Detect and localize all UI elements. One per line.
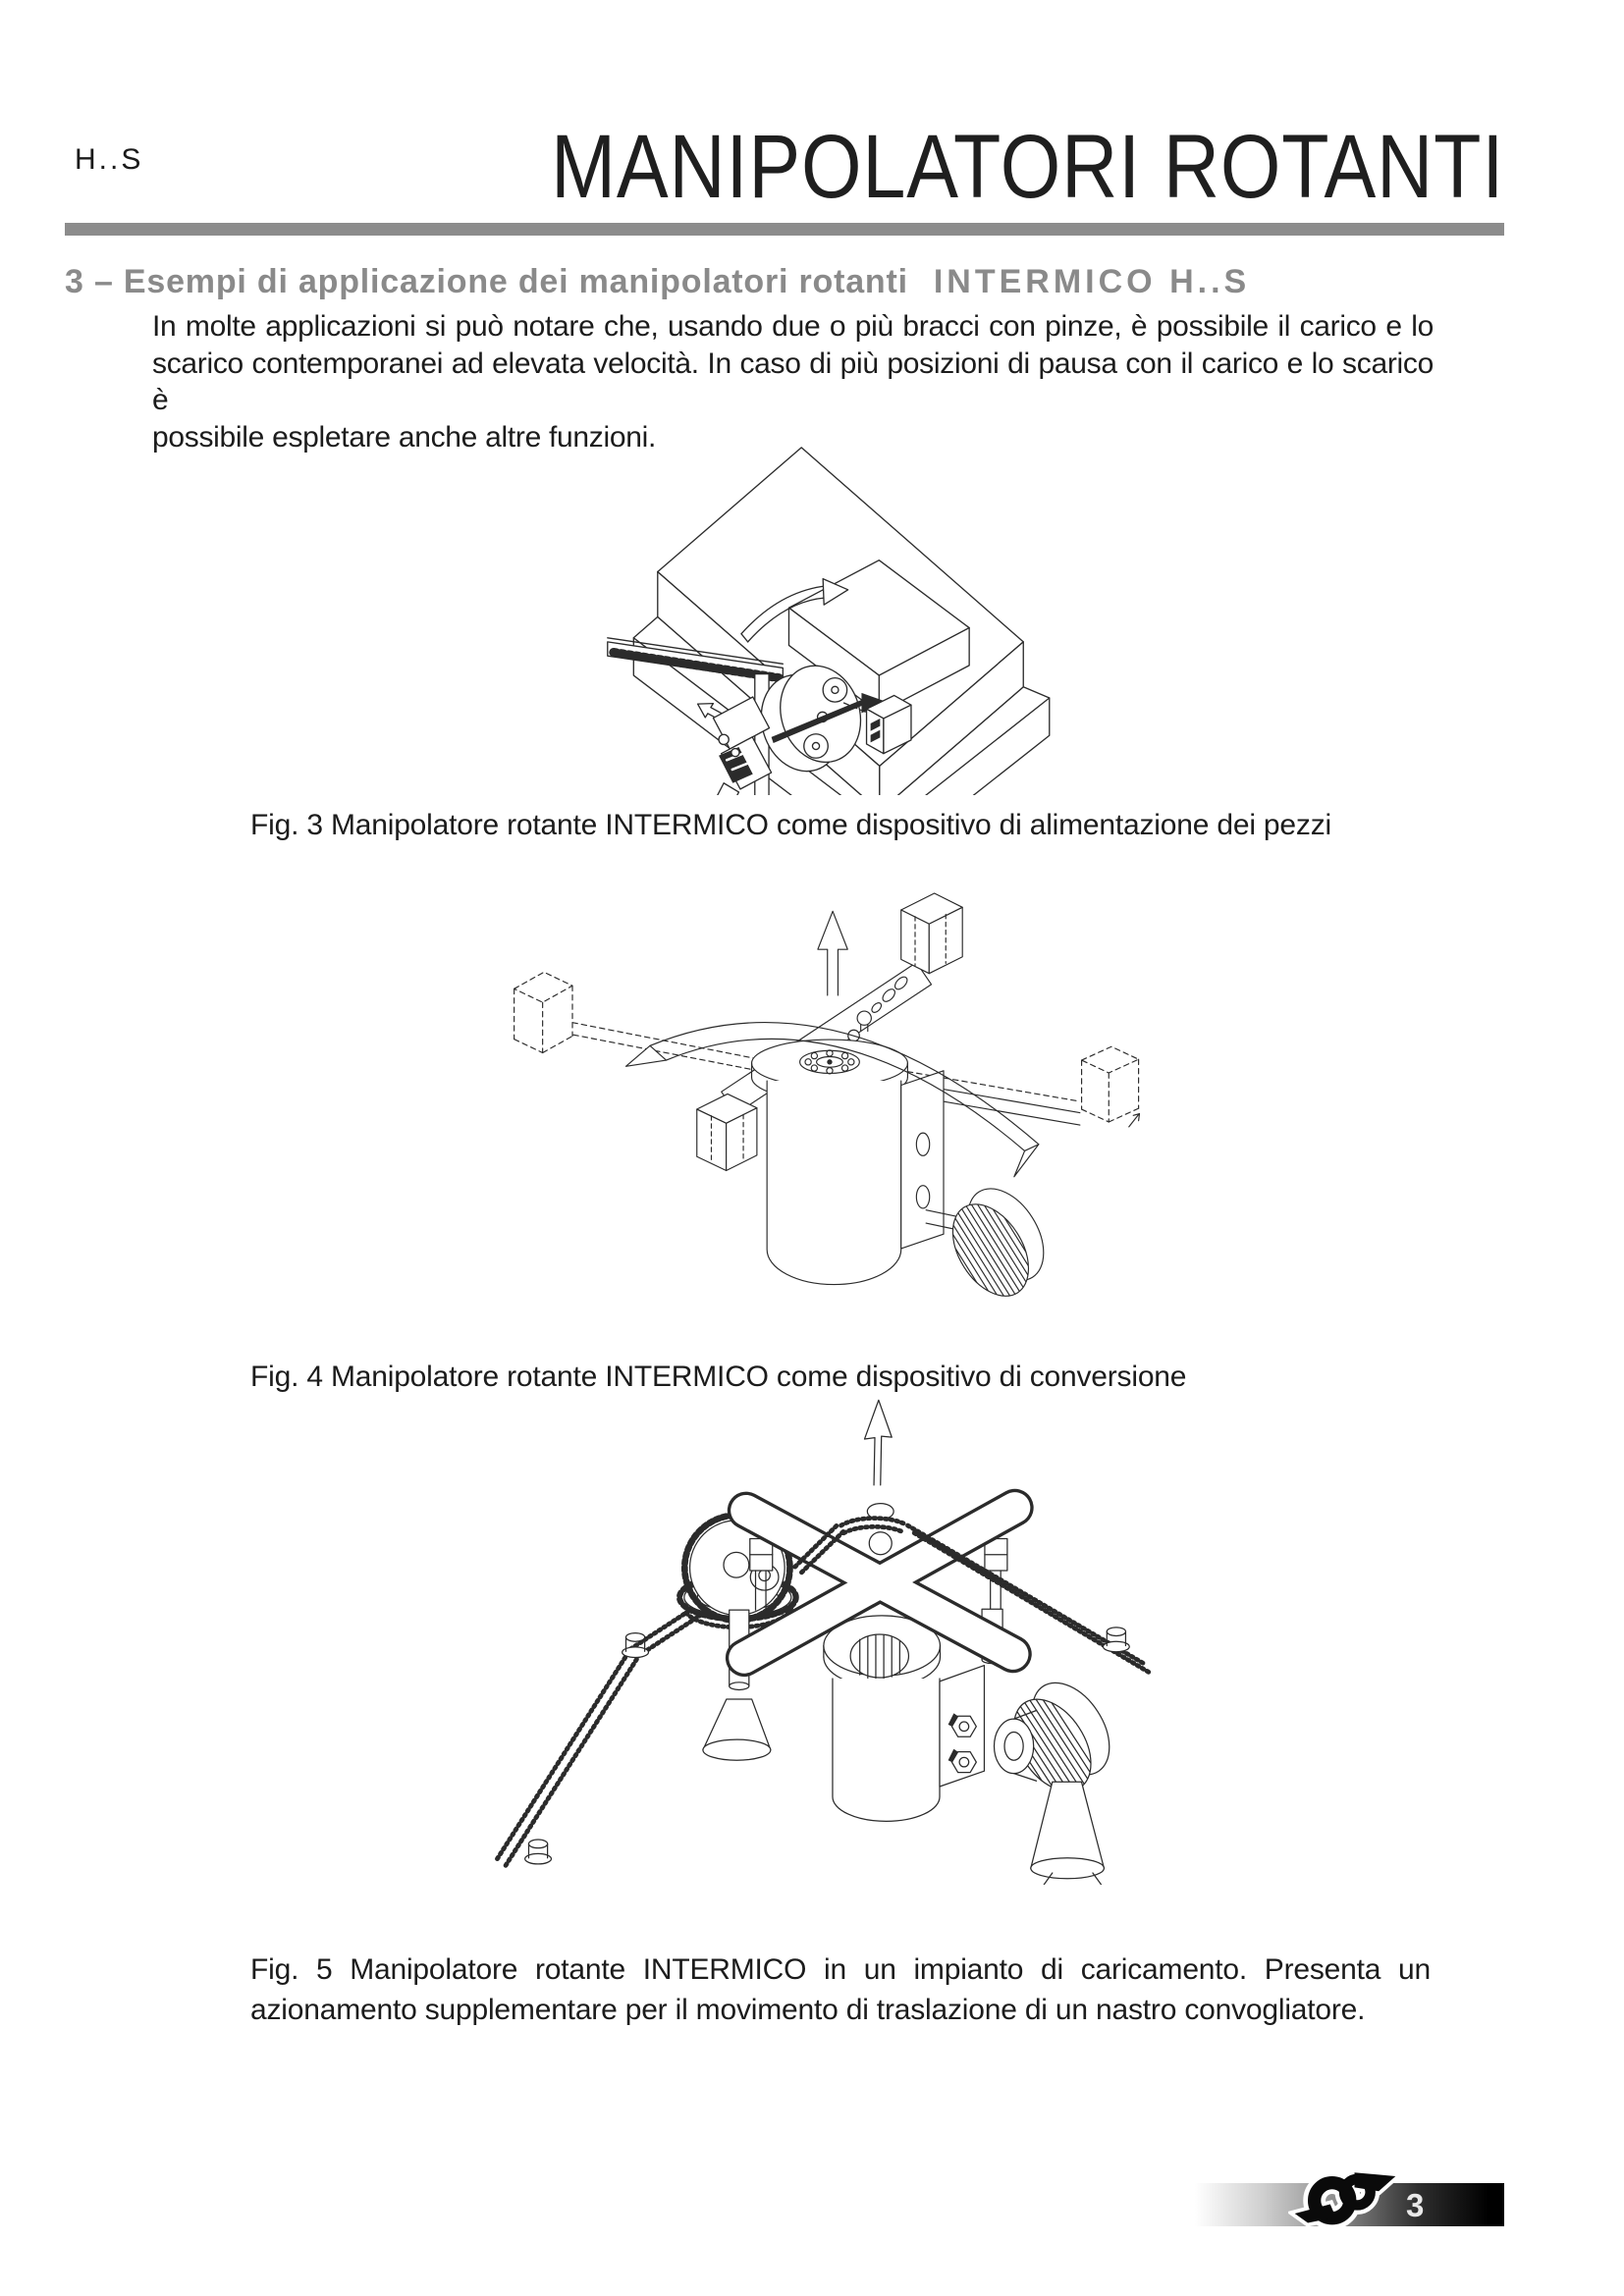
conveyor-chain-left <box>497 1599 714 1866</box>
intro-line: scarico contemporanei ad elevata velocità. In caso di più posizioni di pausa con il carico e lo scarico è <box>152 347 1434 416</box>
fig5-caption-line: azionamento supplementare per il movimento di traslazione di un nastro convogliatore. <box>250 1994 1366 2026</box>
up-arrow-icon <box>864 1400 892 1485</box>
intermico-knot-logo-icon <box>1288 2158 1402 2232</box>
fig5-drawing <box>442 1374 1178 1885</box>
intro-line: possibile espletare anche altre funzioni. <box>152 420 657 454</box>
chain-pin <box>1103 1628 1129 1652</box>
hopper-cone-right <box>1031 1782 1105 1885</box>
gripper-box-right <box>901 893 962 974</box>
chain-pin <box>525 1840 552 1864</box>
header-rule <box>65 223 1504 236</box>
section-heading <box>65 263 1250 301</box>
drive-motor <box>935 1175 1063 1311</box>
fig3-caption: Fig. 3 Manipolatore rotante INTERMICO come dispositivo di alimentazione dei pezzi <box>250 809 1331 841</box>
header-model-code: H..S <box>75 143 144 176</box>
page-number: 3 <box>1406 2187 1425 2223</box>
section-heading-model: INTERMICO H..S <box>933 263 1251 300</box>
manipulator-body <box>833 1666 984 1822</box>
up-arrow-icon <box>818 911 847 995</box>
fig4-caption: Fig. 4 Manipolatore rotante INTERMICO come dispositivo di conversione <box>250 1361 1187 1393</box>
fig4-drawing <box>442 864 1152 1335</box>
section-heading-text: 3 – Esempi di applicazione dei manipolatori rotanti <box>65 263 908 300</box>
fig3-drawing <box>373 402 1159 795</box>
intro-line: In molte applicazioni si può notare che, usando due o più bracci con pinze, è possibile il carico e lo <box>152 310 1434 343</box>
gripper-box-left <box>697 1094 757 1170</box>
fig5-caption <box>250 1949 1431 2030</box>
fig5-caption-line: Fig. 5 Manipolatore rotante INTERMICO in un impianto di caricamento. Presenta un <box>250 1953 1431 1986</box>
page-title: MANIPOLATORI ROTANTI <box>550 117 1504 217</box>
discharge-chute <box>662 783 739 795</box>
